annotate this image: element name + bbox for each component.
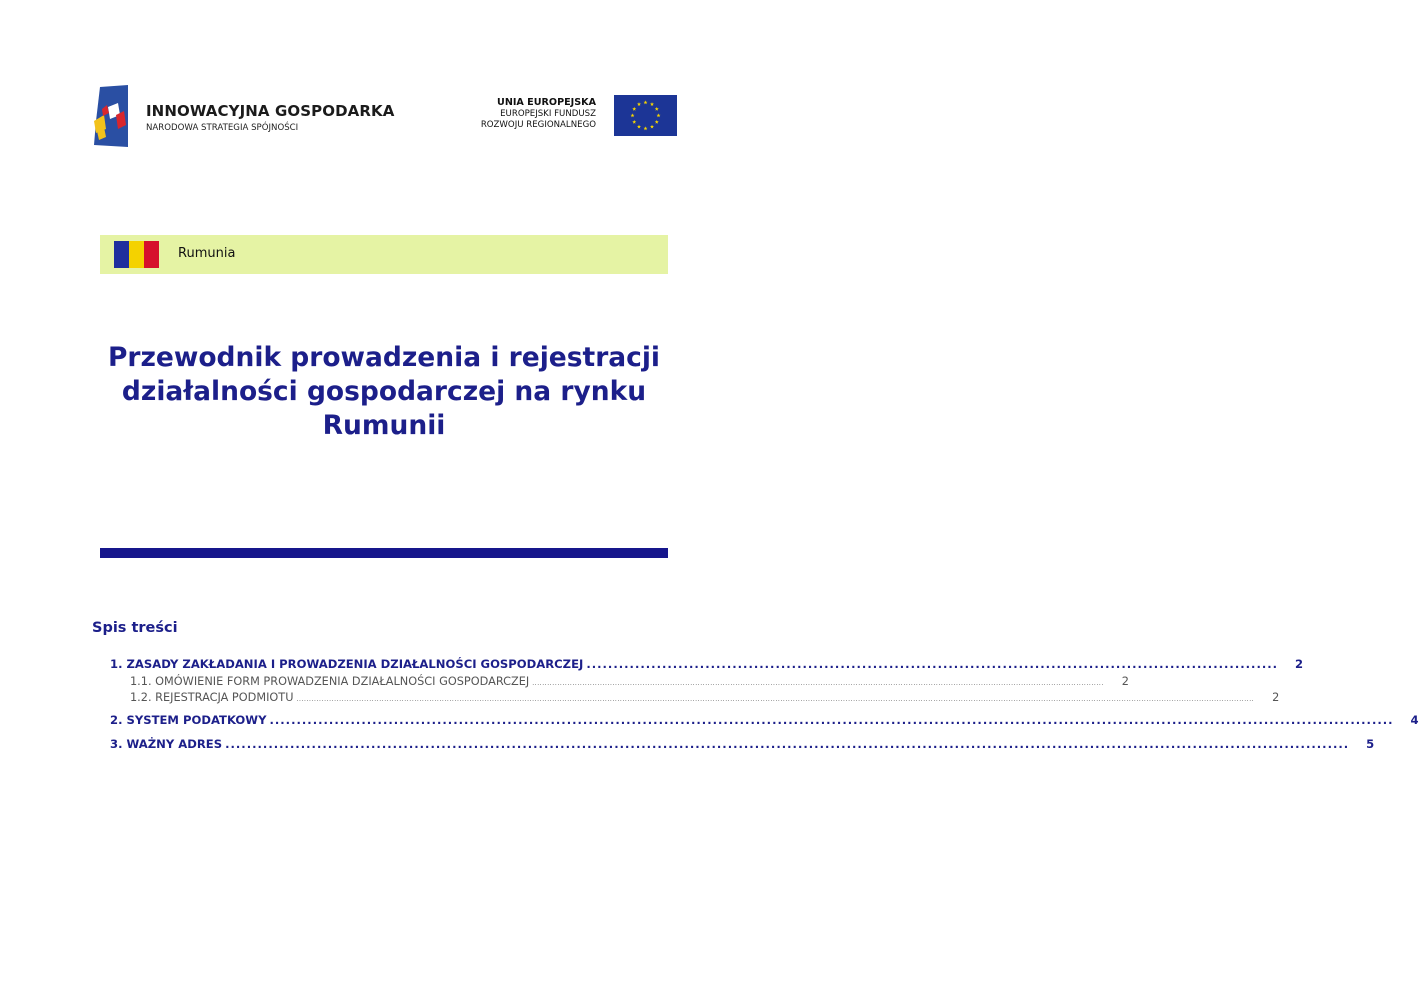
country-band [100, 235, 668, 274]
toc-entry-page: 4 [1410, 713, 1419, 727]
toc-entry-page: 2 [1121, 675, 1129, 688]
toc-leader-dots: ................................................................................................................................................................................................................ [225, 737, 1350, 751]
toc-entry-1-2[interactable] [130, 691, 1280, 704]
toc-entry-3[interactable] [110, 737, 1375, 751]
toc-entry-label: 1.1. OMÓWIENIE FORM PROWADZENIA DZIAŁALNOŚCI GOSPODARCZEJ [130, 675, 530, 688]
left-logo-title: INNOWACYJNA GOSPODARKA [146, 102, 395, 120]
toc-entry-label: 2. SYSTEM PODATKOWY [110, 713, 267, 727]
innovative-economy-emblem-icon [94, 85, 130, 147]
fund-name-line2: ROZWOJU REGIONALNEGO [480, 120, 596, 130]
flag-stripe-red [144, 241, 159, 268]
toc-entry-label: 3. WAŻNY ADRES [110, 737, 223, 751]
toc-leader-dots: .................................................................................................................................................................................................................................... [532, 680, 1104, 687]
flag-stripe-blue [114, 241, 129, 268]
eu-flag-icon [614, 95, 677, 136]
toc-entry-label: 1.2. REJESTRACJA PODMIOTU [130, 691, 294, 704]
toc-heading: Spis treści [92, 620, 178, 636]
toc-entry-label: 1. ZASADY ZAKŁADANIA I PROWADZENIA DZIAŁALNOŚCI GOSPODARCZEJ [110, 657, 584, 671]
toc-leader-dots: ................................................................................................................................................................................................................ [269, 713, 1394, 727]
document-title [100, 341, 668, 443]
innowacyjna-gospodarka-logo [94, 85, 395, 147]
romania-flag-icon [114, 241, 159, 268]
title-line-1: Przewodnik prowadzenia i rejestracji [107, 342, 661, 373]
eu-text-block [481, 97, 596, 131]
toc-entry-page: 5 [1366, 737, 1375, 751]
title-line-3: Rumunii [322, 410, 446, 441]
left-logo-subtitle: NARODOWA STRATEGIA SPÓJNOŚCI [146, 123, 299, 133]
toc-leader-dots: ................................................................................................................................ [586, 657, 1279, 671]
title-divider-bar [100, 548, 668, 558]
unia-europejska-logo [480, 95, 680, 140]
toc-entry-page: 2 [1294, 657, 1304, 671]
country-name: Rumunia [178, 246, 236, 261]
toc-leader-dots: .............................................................................................................................................................................................................................................................................................................................................................................................. [296, 696, 1255, 703]
toc-entry-1-1[interactable] [130, 675, 1129, 688]
title-line-2: działalności gospodarczej na rynku [121, 376, 647, 407]
toc-entry-1[interactable] [110, 657, 1304, 671]
toc-entry-2[interactable] [110, 713, 1419, 727]
eu-name: UNIA EUROPEJSKA [497, 97, 596, 108]
flag-stripe-yellow [129, 241, 144, 268]
toc-entry-page: 2 [1272, 691, 1280, 704]
fund-name-line1: EUROPEJSKI FUNDUSZ [500, 109, 596, 119]
